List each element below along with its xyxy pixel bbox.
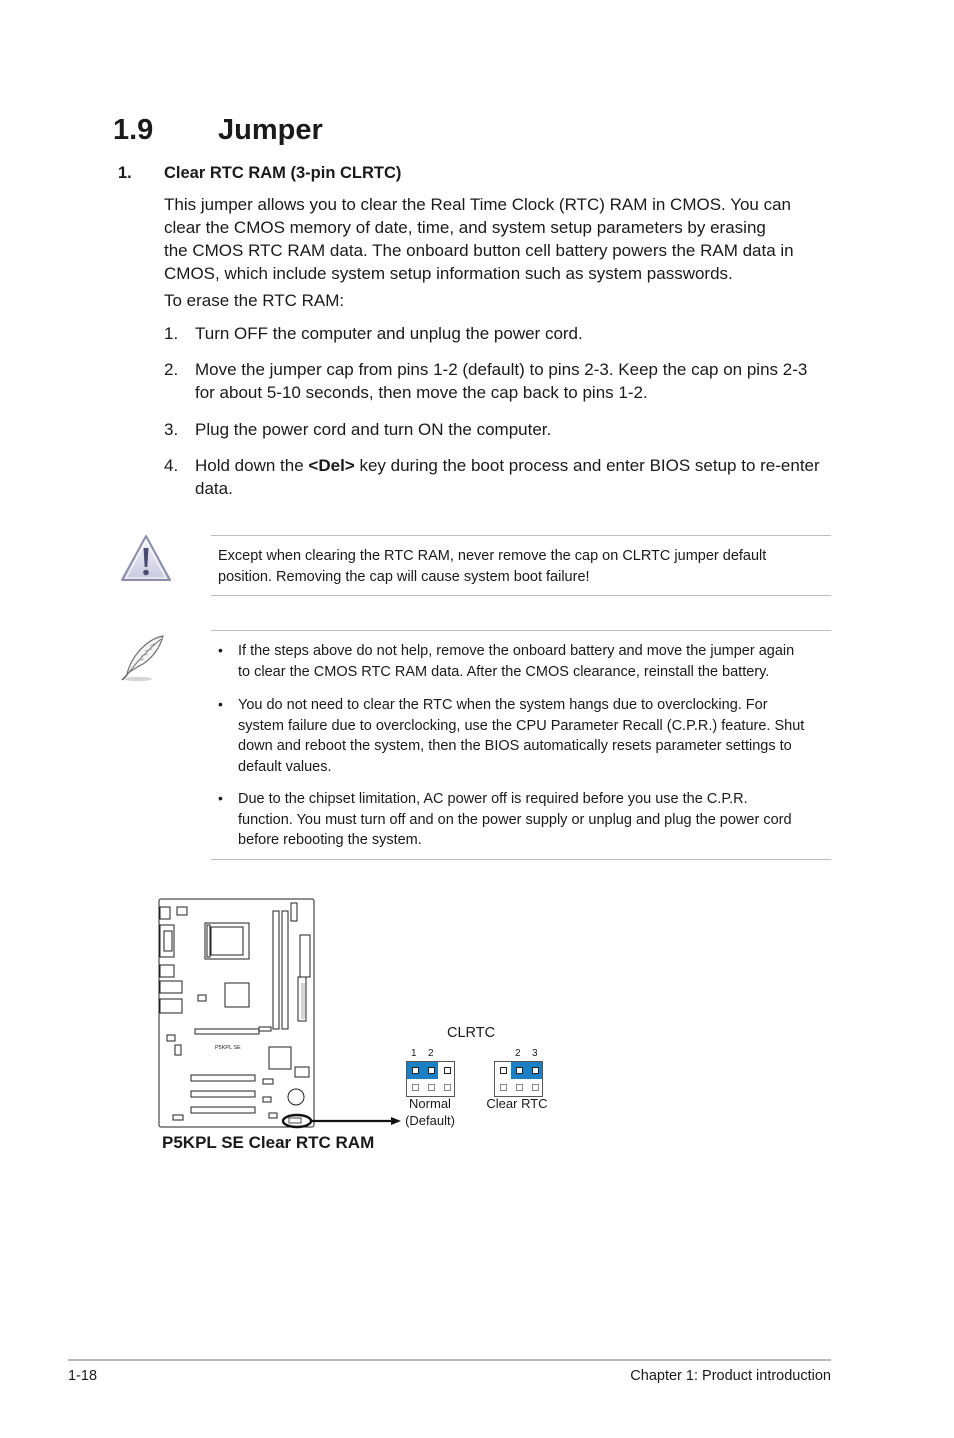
page-number: 1-18 xyxy=(68,1368,98,1384)
bullet-marker: • xyxy=(218,642,223,658)
warning-triangle-icon xyxy=(119,533,173,583)
step-text-post: key during the boot process and enter BIOS setup to re-enter xyxy=(354,456,820,475)
note-item xyxy=(238,695,832,777)
step-text xyxy=(195,358,835,404)
diagram-title: P5KPL SE Clear RTC RAM xyxy=(162,1133,375,1152)
motherboard-diagram xyxy=(155,895,405,1135)
intro-line: clear the CMOS memory of date, time, and system setup parameters by erasing xyxy=(164,218,766,237)
note-item xyxy=(238,789,832,851)
pin-number: 2 xyxy=(515,1048,521,1059)
warning-top-rule xyxy=(211,535,831,536)
pin xyxy=(516,1067,523,1074)
warning-text xyxy=(218,546,830,587)
warning-line: Except when clearing the RTC RAM, never remove the cap on CLRTC jumper default xyxy=(218,548,767,564)
step-line xyxy=(195,454,835,477)
step-line: data. xyxy=(195,479,233,498)
step-line: Move the jumper cap from pins 1-2 (default) to pins 2-3. Keep the cap on pins 2-3 xyxy=(195,360,808,379)
step-number: 1. xyxy=(164,324,179,343)
del-key: <Del> xyxy=(308,456,355,475)
erase-intro: To erase the RTC RAM: xyxy=(164,291,345,310)
normal-label-line: Normal xyxy=(409,1096,451,1111)
note-line: to clear the CMOS RTC RAM data. After the CMOS clearance, reinstall the battery. xyxy=(238,663,770,680)
intro-line: CMOS, which include system setup information such as system passwords. xyxy=(164,264,733,283)
note-line: default values. xyxy=(238,758,332,775)
step-text-pre: Hold down the xyxy=(195,456,309,475)
pin-number: 2 xyxy=(428,1048,434,1059)
intro-line: the CMOS RTC RAM data. The onboard button cell battery powers the RAM data in xyxy=(164,241,794,260)
step-line: for about 5-10 seconds, then move the cap back to pins 1-2. xyxy=(195,383,648,402)
pin xyxy=(444,1084,451,1091)
clrtc-label: CLRTC xyxy=(447,1025,496,1041)
clear-rtc-label: Clear RTC xyxy=(486,1096,548,1111)
notes-bottom-rule xyxy=(211,859,831,860)
pin xyxy=(516,1084,523,1091)
intro-line: This jumper allows you to clear the Real Time Clock (RTC) RAM in CMOS. You can xyxy=(164,195,792,214)
step-number: 2. xyxy=(164,360,179,379)
pin xyxy=(532,1084,539,1091)
normal-label-line: (Default) xyxy=(405,1112,455,1128)
pin xyxy=(412,1067,419,1074)
pin xyxy=(428,1067,435,1074)
footer-rule xyxy=(68,1359,831,1361)
note-line: system failure due to overclocking, use the CPU Parameter Recall (C.P.R.) feature. Shut xyxy=(238,717,805,734)
pin xyxy=(428,1084,435,1091)
note-line: before rebooting the system. xyxy=(238,832,422,848)
section-title: Jumper xyxy=(218,114,323,146)
pin xyxy=(500,1067,507,1074)
section-number: 1.9 xyxy=(113,114,154,146)
item-title: Clear RTC RAM (3-pin CLRTC) xyxy=(164,164,402,182)
jumper-normal xyxy=(406,1061,455,1097)
pin xyxy=(532,1067,539,1074)
bullet-marker: • xyxy=(218,790,223,806)
step-number: 3. xyxy=(164,420,179,439)
intro-paragraph xyxy=(164,193,824,285)
warning-bottom-rule xyxy=(211,595,831,596)
note-line: function. You must turn off and on the power supply or unplug and plug the power cord xyxy=(238,811,792,828)
step-text xyxy=(195,454,835,500)
step-number: 4. xyxy=(164,456,179,475)
bullet-marker: • xyxy=(218,696,223,712)
normal-label xyxy=(394,1096,466,1129)
note-line: If the steps above do not help, remove the onboard battery and move the jumper again xyxy=(238,643,795,659)
step-text: Plug the power cord and turn ON the computer. xyxy=(195,420,552,439)
pin xyxy=(444,1067,451,1074)
feather-pen-icon xyxy=(116,633,170,683)
note-line: You do not need to clear the RTC when the system hangs due to overclocking. For xyxy=(238,697,768,713)
warning-line: position. Removing the cap will cause system boot failure! xyxy=(218,568,590,585)
jumper-clear xyxy=(494,1061,543,1097)
note-line: down and reboot the system, then the BIOS automatically resets parameter settings to xyxy=(238,738,792,754)
step-text: Turn OFF the computer and unplug the power cord. xyxy=(195,324,583,343)
pin xyxy=(500,1084,507,1091)
pin-number: 3 xyxy=(532,1048,538,1059)
pin-number: 1 xyxy=(411,1048,417,1059)
board-label: P5KPL SE xyxy=(215,1045,241,1051)
note-line: Due to the chipset limitation, AC power off is required before you use the C.P.R. xyxy=(238,791,748,807)
item-number: 1. xyxy=(118,164,132,182)
notes-top-rule xyxy=(211,630,831,631)
chapter-label: Chapter 1: Product introduction xyxy=(630,1368,831,1384)
note-item xyxy=(238,641,832,682)
pin xyxy=(412,1084,419,1091)
